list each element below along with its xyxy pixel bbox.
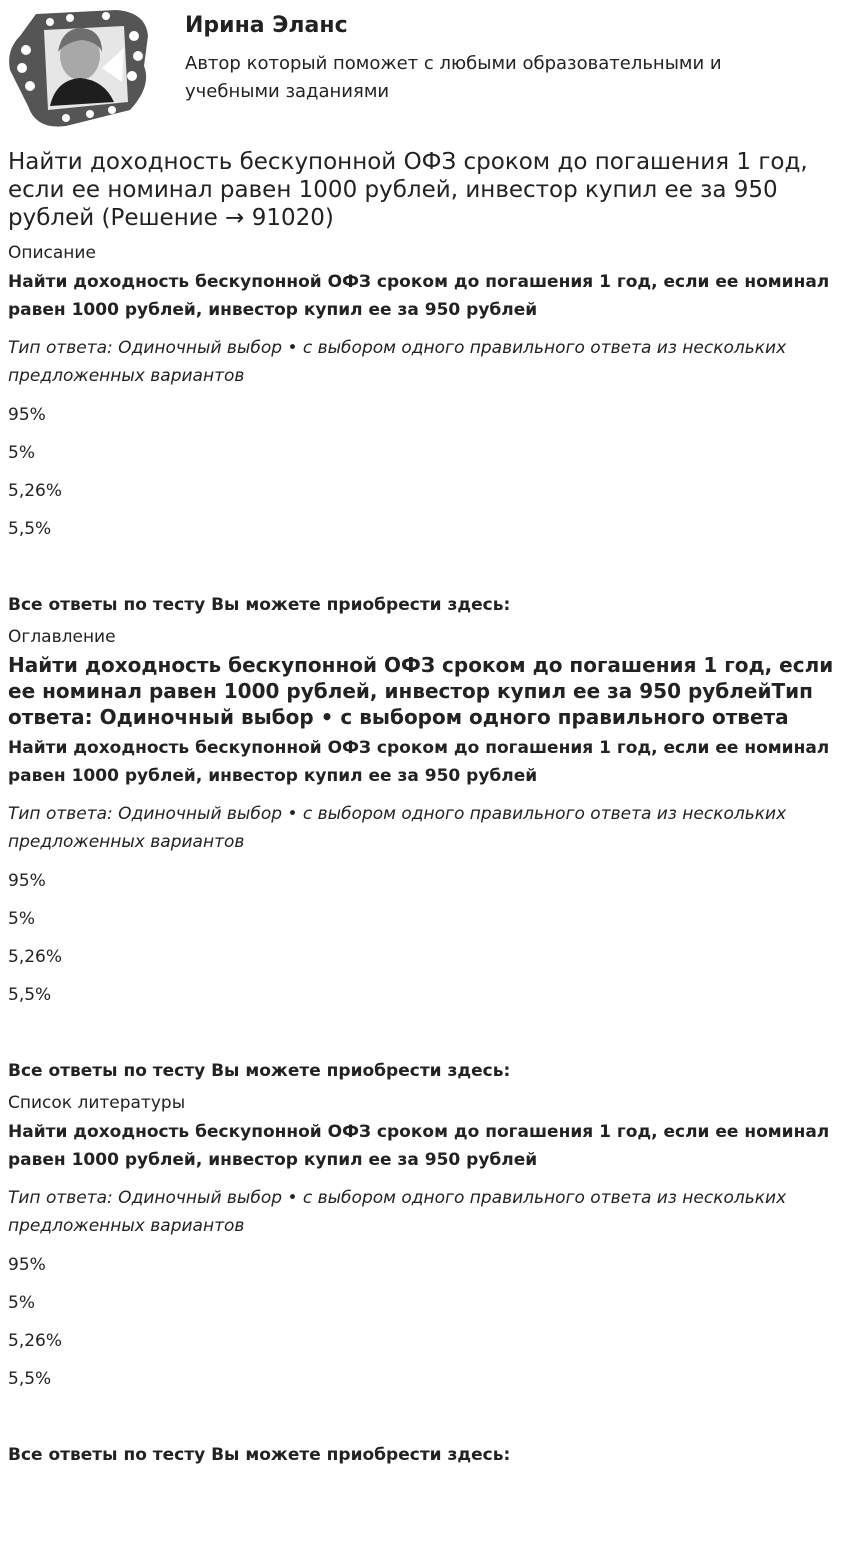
question-text: Найти доходность бескупонной ОФЗ сроком до погашения 1 год, если ее номинал равен 1000 рублей, инвестор купил ее за 950 рублей: [8, 272, 830, 320]
author-description: Автор который поможет с любыми образовательными и учебными заданиями: [185, 53, 722, 102]
answer-option: 5,26%: [8, 1331, 63, 1351]
answer-option: 5,5%: [8, 985, 52, 1005]
author-name[interactable]: Ирина Эланс: [185, 13, 348, 38]
answer-option: 5,5%: [8, 519, 52, 539]
answer-option: 95%: [8, 871, 46, 891]
toc-section: [8, 626, 839, 1082]
answer-type: Тип ответа: Одиночный выбор • с выбором одного правильного ответа из нескольких предложенных вариантов: [8, 338, 787, 386]
section-label-literature: Список литературы: [8, 1093, 186, 1113]
answer-type: Тип ответа: Одиночный выбор • с выбором одного правильного ответа из нескольких предложенных вариантов: [8, 804, 787, 852]
author-avatar[interactable]: [6, 6, 152, 130]
author-header: [0, 0, 847, 140]
literature-section: [8, 1092, 839, 1466]
answer-option: 5%: [8, 1293, 35, 1313]
answer-option: 5,26%: [8, 481, 63, 501]
answer-option: 5,26%: [8, 947, 63, 967]
description-section: [8, 242, 839, 616]
question-text: Найти доходность бескупонной ОФЗ сроком до погашения 1 год, если ее номинал равен 1000 рублей, инвестор купил ее за 950 рублей: [8, 1122, 830, 1170]
buy-answers-text: Все ответы по тесту Вы можете приобрести здесь:: [8, 1445, 511, 1465]
answer-option: 5%: [8, 909, 35, 929]
answer-option: 95%: [8, 1255, 46, 1275]
section-label-description: Описание: [8, 243, 96, 263]
answer-type: Тип ответа: Одиночный выбор • с выбором одного правильного ответа из нескольких предложенных вариантов: [8, 1188, 787, 1236]
page-title: Найти доходность бескупонной ОФЗ сроком до погашения 1 год, если ее номинал равен 1000 рублей, инвестор купил ее за 950 рублей (Решение → 91020): [8, 149, 808, 231]
main-content: [0, 148, 847, 1466]
section-label-toc: Оглавление: [8, 627, 116, 647]
answer-option: 5%: [8, 443, 35, 463]
toc-heading: Найти доходность бескупонной ОФЗ сроком до погашения 1 год, если ее номинал равен 1000 рублей, инвестор купил ее за 950 рублейТип ответа: Одиночный выбор • с выбором одного правильного ответа: [8, 653, 834, 729]
answer-option: 5,5%: [8, 1369, 52, 1389]
buy-answers-text: Все ответы по тесту Вы можете приобрести здесь:: [8, 1061, 511, 1081]
buy-answers-text: Все ответы по тесту Вы можете приобрести здесь:: [8, 595, 511, 615]
question-text: Найти доходность бескупонной ОФЗ сроком до погашения 1 год, если ее номинал равен 1000 рублей, инвестор купил ее за 950 рублей: [8, 738, 830, 786]
answer-option: 95%: [8, 405, 46, 425]
